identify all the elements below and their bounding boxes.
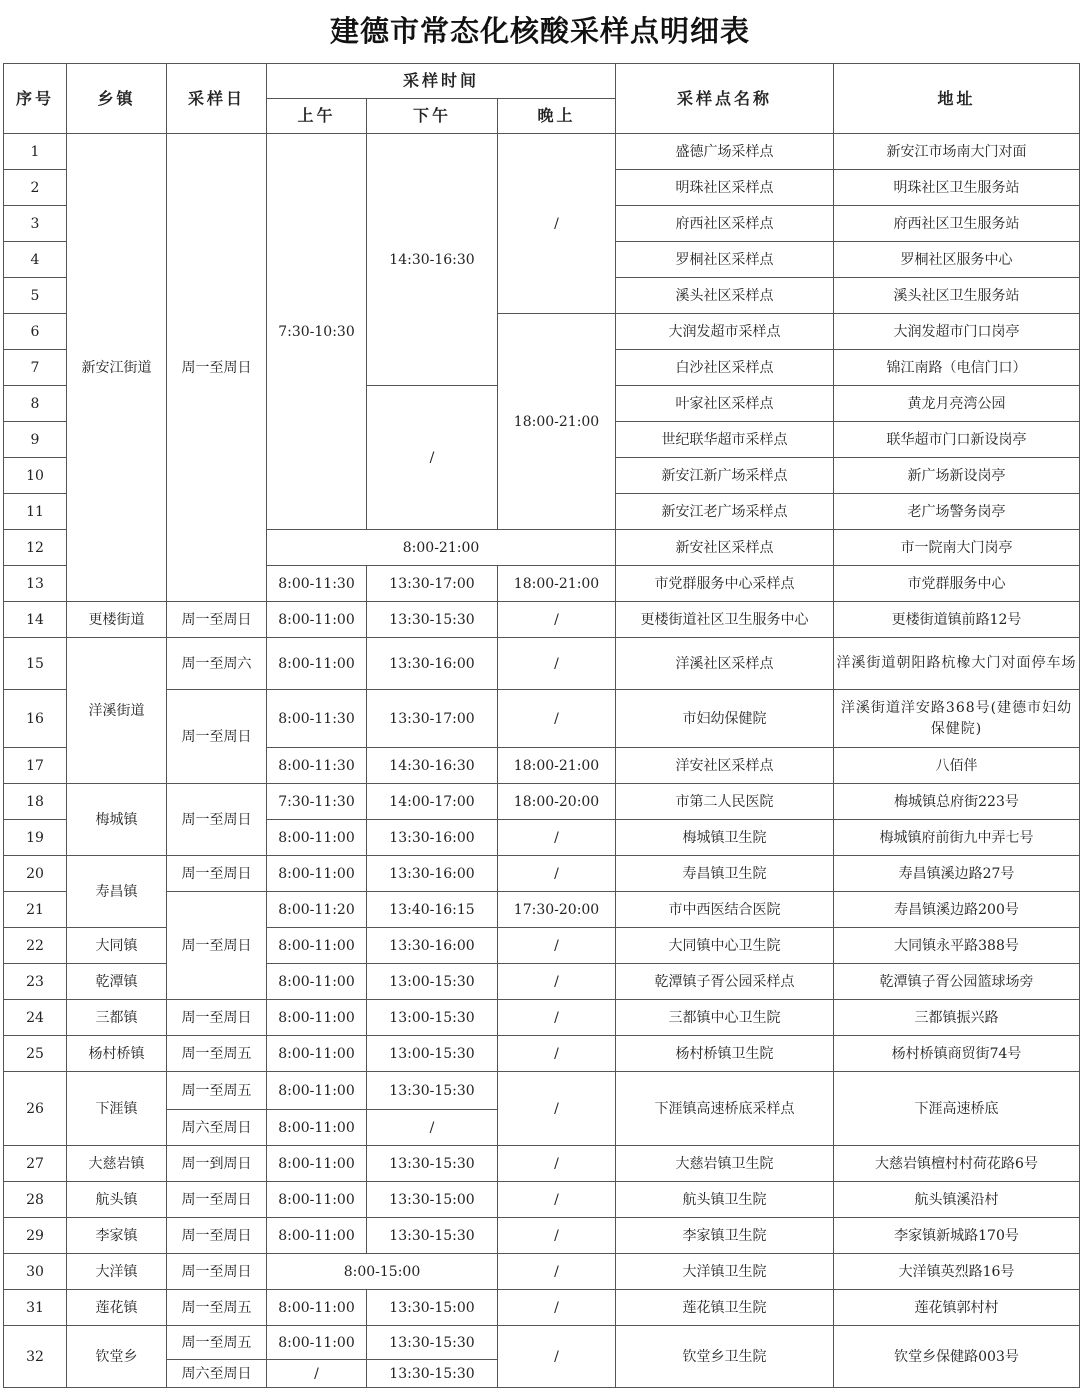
table-row <box>4 1218 1080 1254</box>
site-name-cell: 下涯镇高速桥底采样点 <box>616 1072 834 1146</box>
site-name-cell: 溪头社区采样点 <box>616 278 834 314</box>
morning-cell: 8:00-11:00 <box>267 1110 367 1146</box>
row-number: 10 <box>4 458 67 494</box>
afternoon-cell: 13:30-17:00 <box>367 566 498 602</box>
row-number: 29 <box>4 1218 67 1254</box>
evening-cell: 18:00-21:00 <box>498 748 616 784</box>
evening-cell: / <box>498 602 616 638</box>
header-site: 采样点名称 <box>616 64 834 134</box>
table-row <box>4 602 1080 638</box>
afternoon-cell: / <box>367 386 498 530</box>
evening-cell: / <box>498 1218 616 1254</box>
evening-cell: 18:00-20:00 <box>498 784 616 820</box>
site-name-cell: 李家镇卫生院 <box>616 1218 834 1254</box>
afternoon-cell: 13:40-16:15 <box>367 892 498 928</box>
address-cell: 三都镇振兴路 <box>834 1000 1080 1036</box>
address-cell: 溪头社区卫生服务站 <box>834 278 1080 314</box>
row-number: 7 <box>4 350 67 386</box>
address-cell: 锦江南路（电信门口） <box>834 350 1080 386</box>
days-cell: 周一至周日 <box>167 1218 267 1254</box>
days-cell: 周一至周日 <box>167 892 267 1000</box>
site-name-cell: 航头镇卫生院 <box>616 1182 834 1218</box>
address-cell: 梅城镇总府街223号 <box>834 784 1080 820</box>
row-number: 28 <box>4 1182 67 1218</box>
morning-cell: 8:00-11:00 <box>267 928 367 964</box>
days-cell: 周一至周五 <box>167 1072 267 1110</box>
table-row <box>4 1290 1080 1326</box>
address-cell: 寿昌镇溪边路27号 <box>834 856 1080 892</box>
address-cell: 市一院南大门岗亭 <box>834 530 1080 566</box>
days-cell: 周一至周五 <box>167 1036 267 1072</box>
morning-cell: 8:00-11:00 <box>267 1326 367 1360</box>
row-number: 23 <box>4 964 67 1000</box>
town-cell: 大同镇 <box>67 928 167 964</box>
town-cell: 大慈岩镇 <box>67 1146 167 1182</box>
afternoon-cell: 13:30-15:30 <box>367 602 498 638</box>
evening-cell: / <box>498 134 616 314</box>
address-cell: 梅城镇府前街九中弄七号 <box>834 820 1080 856</box>
afternoon-cell: 13:30-15:30 <box>367 1146 498 1182</box>
site-name-cell: 市党群服务中心采样点 <box>616 566 834 602</box>
table-row <box>4 1000 1080 1036</box>
site-name-cell: 市中西医结合医院 <box>616 892 834 928</box>
sampling-sites-table <box>3 63 1080 1388</box>
address-cell: 莲花镇郭村村 <box>834 1290 1080 1326</box>
table-row <box>4 856 1080 892</box>
site-name-cell: 白沙社区采样点 <box>616 350 834 386</box>
table-row <box>4 1146 1080 1182</box>
days-cell: 周一至周日 <box>167 1254 267 1290</box>
row-number: 11 <box>4 494 67 530</box>
page-title: 建德市常态化核酸采样点明细表 <box>329 14 750 48</box>
days-cell: 周一至周日 <box>167 134 267 602</box>
evening-cell: / <box>498 1036 616 1072</box>
site-name-cell: 府西社区采样点 <box>616 206 834 242</box>
header-afternoon: 下午 <box>367 99 498 134</box>
address-cell: 大慈岩镇檀村村荷花路6号 <box>834 1146 1080 1182</box>
site-name-cell: 新安江新广场采样点 <box>616 458 834 494</box>
morning-cell: 8:00-11:00 <box>267 964 367 1000</box>
row-number: 4 <box>4 242 67 278</box>
morning-cell: 8:00-11:00 <box>267 1218 367 1254</box>
town-cell: 乾潭镇 <box>67 964 167 1000</box>
row-number: 18 <box>4 784 67 820</box>
morning-cell: 8:00-11:00 <box>267 856 367 892</box>
site-name-cell: 三都镇中心卫生院 <box>616 1000 834 1036</box>
address-cell: 李家镇新城路170号 <box>834 1218 1080 1254</box>
days-cell: 周一至周六 <box>167 638 267 690</box>
afternoon-cell: 13:00-15:30 <box>367 964 498 1000</box>
site-name-cell: 新安江老广场采样点 <box>616 494 834 530</box>
address-cell: 航头镇溪沿村 <box>834 1182 1080 1218</box>
days-cell: 周一至周五 <box>167 1290 267 1326</box>
evening-cell: 17:30-20:00 <box>498 892 616 928</box>
table-row <box>4 1182 1080 1218</box>
morning-cell: 8:00-11:00 <box>267 1000 367 1036</box>
town-cell: 洋溪街道 <box>67 638 167 784</box>
site-name-cell: 市第二人民医院 <box>616 784 834 820</box>
afternoon-cell: 13:30-15:30 <box>367 1326 498 1360</box>
site-name-cell: 乾潭镇子胥公园采样点 <box>616 964 834 1000</box>
morning-cell: 8:00-11:00 <box>267 1072 367 1110</box>
evening-cell: 18:00-21:00 <box>498 314 616 530</box>
table-row <box>4 784 1080 820</box>
town-cell: 梅城镇 <box>67 784 167 856</box>
afternoon-cell: 13:30-16:00 <box>367 928 498 964</box>
row-number: 3 <box>4 206 67 242</box>
evening-cell: / <box>498 1326 616 1388</box>
town-cell: 更楼街道 <box>67 602 167 638</box>
afternoon-cell: / <box>367 1110 498 1146</box>
site-name-cell: 钦堂乡卫生院 <box>616 1326 834 1388</box>
address-cell: 乾潭镇子胥公园篮球场旁 <box>834 964 1080 1000</box>
address-cell: 下涯高速桥底 <box>834 1072 1080 1146</box>
afternoon-cell: 14:30-16:30 <box>367 134 498 386</box>
site-name-cell: 梅城镇卫生院 <box>616 820 834 856</box>
site-name-cell: 洋溪社区采样点 <box>616 638 834 690</box>
site-name-cell: 市妇幼保健院 <box>616 690 834 748</box>
evening-cell: 18:00-21:00 <box>498 566 616 602</box>
afternoon-cell: 13:30-15:00 <box>367 1182 498 1218</box>
afternoon-cell: 13:30-17:00 <box>367 690 498 748</box>
address-cell: 八佰伴 <box>834 748 1080 784</box>
afternoon-cell: 13:30-16:00 <box>367 856 498 892</box>
morning-cell: 8:00-11:00 <box>267 1290 367 1326</box>
morning-cell: 7:30-10:30 <box>267 134 367 530</box>
site-name-cell: 洋安社区采样点 <box>616 748 834 784</box>
address-cell: 杨村桥镇商贸街74号 <box>834 1036 1080 1072</box>
town-cell: 下涯镇 <box>67 1072 167 1146</box>
days-cell: 周一至周五 <box>167 1326 267 1360</box>
days-cell: 周一至周日 <box>167 1182 267 1218</box>
row-number: 14 <box>4 602 67 638</box>
row-number: 25 <box>4 1036 67 1072</box>
address-cell: 大同镇永平路388号 <box>834 928 1080 964</box>
town-cell: 寿昌镇 <box>67 856 167 928</box>
site-name-cell: 新安社区采样点 <box>616 530 834 566</box>
site-name-cell: 更楼街道社区卫生服务中心 <box>616 602 834 638</box>
days-cell: 周一至周日 <box>167 690 267 784</box>
row-number: 19 <box>4 820 67 856</box>
afternoon-cell: 13:30-15:30 <box>367 1360 498 1388</box>
morning-cell: 7:30-11:30 <box>267 784 367 820</box>
town-cell: 新安江街道 <box>67 134 167 602</box>
table-row <box>4 134 1080 170</box>
town-cell: 杨村桥镇 <box>67 1036 167 1072</box>
evening-cell: / <box>498 928 616 964</box>
address-cell: 市党群服务中心 <box>834 566 1080 602</box>
afternoon-cell: 13:30-15:30 <box>367 1218 498 1254</box>
morning-cell: 8:00-11:00 <box>267 602 367 638</box>
address-cell: 新安江市场南大门对面 <box>834 134 1080 170</box>
site-name-cell: 杨村桥镇卫生院 <box>616 1036 834 1072</box>
address-cell: 明珠社区卫生服务站 <box>834 170 1080 206</box>
header-address: 地址 <box>834 64 1080 134</box>
row-number: 12 <box>4 530 67 566</box>
site-name-cell: 罗桐社区采样点 <box>616 242 834 278</box>
evening-cell: / <box>498 1000 616 1036</box>
days-cell: 周一至周日 <box>167 856 267 892</box>
row-number: 27 <box>4 1146 67 1182</box>
site-name-cell: 盛德广场采样点 <box>616 134 834 170</box>
days-cell: 周六至周日 <box>167 1360 267 1388</box>
site-name-cell: 叶家社区采样点 <box>616 386 834 422</box>
afternoon-cell: 13:00-15:30 <box>367 1036 498 1072</box>
days-cell: 周一到周日 <box>167 1146 267 1182</box>
days-cell: 周六至周日 <box>167 1110 267 1146</box>
morning-cell: 8:00-11:00 <box>267 820 367 856</box>
evening-cell: / <box>498 1254 616 1290</box>
row-number: 1 <box>4 134 67 170</box>
address-cell: 府西社区卫生服务站 <box>834 206 1080 242</box>
morning-cell: 8:00-11:30 <box>267 748 367 784</box>
address-cell: 更楼街道镇前路12号 <box>834 602 1080 638</box>
table-row <box>4 1036 1080 1072</box>
town-cell: 三都镇 <box>67 1000 167 1036</box>
address-cell: 罗桐社区服务中心 <box>834 242 1080 278</box>
header-index: 序号 <box>4 64 67 134</box>
evening-cell: / <box>498 690 616 748</box>
evening-cell: / <box>498 1290 616 1326</box>
header-days: 采样日 <box>167 64 267 134</box>
afternoon-cell: 13:30-16:00 <box>367 638 498 690</box>
evening-cell: / <box>498 1146 616 1182</box>
morning-cell: 8:00-11:00 <box>267 638 367 690</box>
row-number: 32 <box>4 1326 67 1388</box>
header-time-group: 采样时间 <box>267 64 616 99</box>
morning-cell: 8:00-11:00 <box>267 1146 367 1182</box>
site-name-cell: 大慈岩镇卫生院 <box>616 1146 834 1182</box>
row-number: 2 <box>4 170 67 206</box>
town-cell: 钦堂乡 <box>67 1326 167 1388</box>
row-number: 31 <box>4 1290 67 1326</box>
header-town: 乡镇 <box>67 64 167 134</box>
address-cell: 黄龙月亮湾公园 <box>834 386 1080 422</box>
address-cell: 洋溪街道朝阳路杭橡大门对面停车场 <box>834 638 1080 690</box>
site-name-cell: 明珠社区采样点 <box>616 170 834 206</box>
afternoon-cell: 13:00-15:30 <box>367 1000 498 1036</box>
row-number: 15 <box>4 638 67 690</box>
header-evening: 晚上 <box>498 99 616 134</box>
table-row <box>4 1254 1080 1290</box>
row-number: 17 <box>4 748 67 784</box>
address-cell: 老广场警务岗亭 <box>834 494 1080 530</box>
morning-cell: 8:00-11:00 <box>267 1182 367 1218</box>
site-name-cell: 寿昌镇卫生院 <box>616 856 834 892</box>
row-number: 26 <box>4 1072 67 1146</box>
address-cell: 洋溪街道洋安路368号(建德市妇幼保健院) <box>834 690 1080 748</box>
morning-cell: 8:00-11:00 <box>267 1036 367 1072</box>
site-name-cell: 莲花镇卫生院 <box>616 1290 834 1326</box>
afternoon-cell: 13:30-15:00 <box>367 1290 498 1326</box>
table-row <box>4 1072 1080 1110</box>
address-cell: 大润发超市门口岗亭 <box>834 314 1080 350</box>
evening-cell: / <box>498 1182 616 1218</box>
row-number: 30 <box>4 1254 67 1290</box>
evening-cell: / <box>498 820 616 856</box>
afternoon-cell: 14:30-16:30 <box>367 748 498 784</box>
morning-cell: 8:00-11:20 <box>267 892 367 928</box>
address-cell: 大洋镇英烈路16号 <box>834 1254 1080 1290</box>
table-row <box>4 928 1080 964</box>
address-cell: 新广场新设岗亭 <box>834 458 1080 494</box>
evening-cell: / <box>498 856 616 892</box>
days-cell: 周一至周日 <box>167 784 267 856</box>
row-number: 22 <box>4 928 67 964</box>
town-cell: 航头镇 <box>67 1182 167 1218</box>
evening-cell: / <box>498 638 616 690</box>
afternoon-cell: 14:00-17:00 <box>367 784 498 820</box>
morning-cell: / <box>267 1360 367 1388</box>
days-cell: 周一至周日 <box>167 602 267 638</box>
evening-cell: / <box>498 1072 616 1146</box>
row-number: 9 <box>4 422 67 458</box>
address-cell: 钦堂乡保健路003号 <box>834 1326 1080 1388</box>
address-cell: 联华超市门口新设岗亭 <box>834 422 1080 458</box>
days-cell: 周一至周日 <box>167 1000 267 1036</box>
morning-cell: 8:00-11:30 <box>267 566 367 602</box>
table-row <box>4 638 1080 690</box>
town-cell: 莲花镇 <box>67 1290 167 1326</box>
site-name-cell: 世纪联华超市采样点 <box>616 422 834 458</box>
site-name-cell: 大润发超市采样点 <box>616 314 834 350</box>
morning-cell: 8:00-11:30 <box>267 690 367 748</box>
row-number: 20 <box>4 856 67 892</box>
address-cell: 寿昌镇溪边路200号 <box>834 892 1080 928</box>
town-cell: 大洋镇 <box>67 1254 167 1290</box>
time-all-cell: 8:00-21:00 <box>267 530 616 566</box>
table-row <box>4 964 1080 1000</box>
time-ampm-cell: 8:00-15:00 <box>267 1254 498 1290</box>
row-number: 21 <box>4 892 67 928</box>
town-cell: 李家镇 <box>67 1218 167 1254</box>
header-morning: 上午 <box>267 99 367 134</box>
evening-cell: / <box>498 964 616 1000</box>
row-number: 13 <box>4 566 67 602</box>
table-row <box>4 1326 1080 1360</box>
row-number: 24 <box>4 1000 67 1036</box>
afternoon-cell: 13:30-15:30 <box>367 1072 498 1110</box>
site-name-cell: 大洋镇卫生院 <box>616 1254 834 1290</box>
row-number: 16 <box>4 690 67 748</box>
site-name-cell: 大同镇中心卫生院 <box>616 928 834 964</box>
row-number: 5 <box>4 278 67 314</box>
afternoon-cell: 13:30-16:00 <box>367 820 498 856</box>
row-number: 8 <box>4 386 67 422</box>
row-number: 6 <box>4 314 67 350</box>
